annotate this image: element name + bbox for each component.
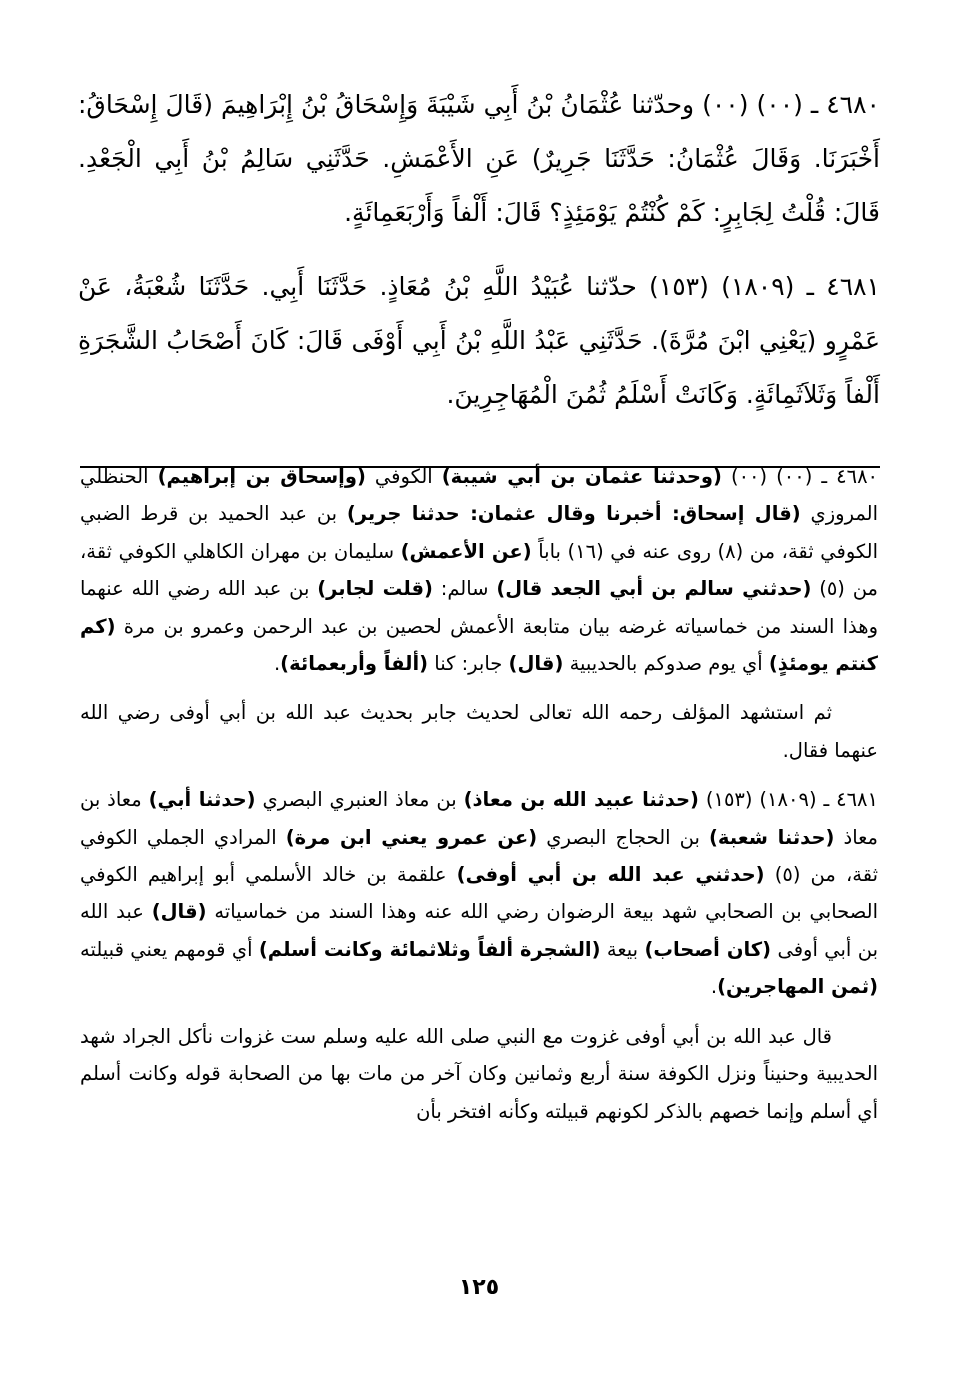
quoted-text: (ثمن المهاجرين) xyxy=(717,975,878,999)
hadith-number: ٤٦٨٠ ـ (٠٠) (٠٠) xyxy=(721,465,879,488)
quoted-text: (حدثنا شعبة) xyxy=(709,825,835,849)
explanation-text: بن معاذ العنبري البصري xyxy=(255,788,464,812)
quoted-text: (حدثنا عبيد الله بن معاذ) xyxy=(463,788,699,812)
quoted-text: (كان أصحاب) xyxy=(644,937,772,961)
explanation-text: الكوفي xyxy=(365,465,442,488)
explanation-text: جابر: كنا xyxy=(428,652,509,676)
quoted-text: (حدثني عبد الله بن أبي أوفى) xyxy=(456,863,765,887)
commentary-hadith-4680 xyxy=(80,458,878,682)
explanation-text: بن عبد الله رضي الله عنهما وهذا السند من خماسياته غرضه بيان متابعة الأعمش لحصين بن عبد الرحمن وعمرو بن مرة xyxy=(80,577,878,638)
quoted-text: (ألفاً وأربعمائة) xyxy=(280,652,429,676)
quoted-text: (الشجرة ألفاً وثلاثمائة وكانت أسلم) xyxy=(258,937,601,961)
page-number: ١٢٥ xyxy=(458,1275,500,1300)
quoted-text: (عن عمرو يعني ابن مرة) xyxy=(285,825,538,849)
explanation-text: المرادي الجملي الكوفي ثقة، من (٥) xyxy=(80,825,878,887)
explanation-text: . xyxy=(710,975,718,999)
quoted-text: (قلت لجابر) xyxy=(317,577,433,601)
explanation-text: بيعة xyxy=(600,937,645,961)
quoted-text: (حدثنا أبي) xyxy=(148,788,256,812)
explanation-text: عبد الله بن أبي أوفى xyxy=(80,900,878,961)
quoted-text: (حدثني سالم بن أبي الجعد قال) xyxy=(496,577,812,601)
commentary-transition: ثم استشهد المؤلف رحمه الله تعالى لحديث جابر بحديث عبد الله بن أبي أوفى رضي الله عنهما فقال. xyxy=(80,701,878,762)
explanation-text: سالم: xyxy=(432,577,497,601)
explanation-text: معاذ بن معاذ xyxy=(80,788,878,849)
quoted-text: (قال) xyxy=(508,652,564,676)
explanation-text: علقمة بن خالد الأسلمي أبو إبراهيم الكوفي الصحابي بن الصحابي شهد بيعة الرضوان رضي الله عنه وهذا السند من خماسياته xyxy=(80,863,879,924)
quoted-text: (وحدثنا عثمان بن أبي شيبة) xyxy=(441,465,722,488)
commentary-biography: قال عبد الله بن أبي أوفى غزوت مع النبي صلى الله عليه وسلم ست غزوات نأكل الجراد شهد الحديبية وحنيناً ونزل الكوفة سنة أربع وثمانين وكان آخر من مات بها من الصحابة قوله وكانت أسلم أي أسلم وإنما خصهم بالذكر لكونهم قبيلته وكأنه افتخر بأن xyxy=(80,1024,878,1123)
quoted-text: (قال إسحاق: أخبرنا وقال عثمان: حدثنا جرير) xyxy=(346,502,801,526)
explanation-text: الحنظلي المروزي xyxy=(80,465,878,526)
commentary-section xyxy=(80,458,878,1130)
quoted-text: (وإسحاق بن إبراهيم) xyxy=(157,465,366,488)
commentary-hadith-4681 xyxy=(80,781,878,1005)
explanation-text: سليمان بن مهران الكاهلي الكوفي ثقة، من (٥) xyxy=(80,539,878,601)
explanation-text: بن الحجاج البصري xyxy=(537,825,710,849)
explanation-text: بن عبد الحميد بن قرط الضبي الكوفي ثقة، من (٨) روى عنه في (١٦) باباً xyxy=(80,502,879,563)
explanation-text: . xyxy=(273,652,281,676)
explanation-text: أي يوم صدوكم بالحديبية xyxy=(563,652,769,676)
hadith-text-section xyxy=(78,78,880,422)
quoted-text: (كم كنتم يومئذٍ) xyxy=(80,614,878,676)
hadith-4681: ٤٦٨١ ـ (١٨٠٩) (١٥٣) حدّثنا عُبَيْدُ اللَّهِ بْنُ مُعَاذٍ. حَدَّثَنَا أَبِي. حَدَّثَنَا شُعْبَةُ، عَنْ عَمْرٍو (يَعْنِي ابْنَ مُرَّةَ). حَدَّثَنِي عَبْدُ اللَّهِ بْنُ أَبِي أَوْفَى قَالَ: كَانَ أَصْحَابُ الشَّجَرَةِ أَلْفاً وَثَلاَثَمِائَةٍ. وَكَانَتْ أَسْلَمُ ثُمُنَ الْمُهَاجِرِينَ. xyxy=(78,272,880,409)
hadith-number: ٤٦٨١ ـ (١٨٠٩) (١٥٣) xyxy=(698,788,878,812)
hadith-4680: ٤٦٨٠ ـ (٠٠) (٠٠) وحدّثنا عُثْمَانُ بْنُ أَبِي شَيْبَةَ وَإِسْحَاقُ بْنُ إِبْرَاهِيمَ (قَالَ إِسْحَاقُ: أَخْبَرَنَا. وَقَالَ عُثْمَانُ: حَدَّثَنَا جَرِيرٌ) عَنِ الأَعْمَشِ. حَدَّثَنِي سَالِمُ بْنُ أَبِي الْجَعْدِ. قَالَ: قُلْتُ لِجَابِرٍ: كَمْ كُنْتُمْ يَوْمَئِذٍ؟ قَالَ: أَلْفاً وَأَرْبَعَمِائَةٍ. xyxy=(78,90,880,227)
quoted-text: (عن الأعمش) xyxy=(400,539,532,563)
quoted-text: (قال) xyxy=(151,900,207,924)
explanation-text: أي قومهم يعني قبيلته xyxy=(80,937,259,961)
